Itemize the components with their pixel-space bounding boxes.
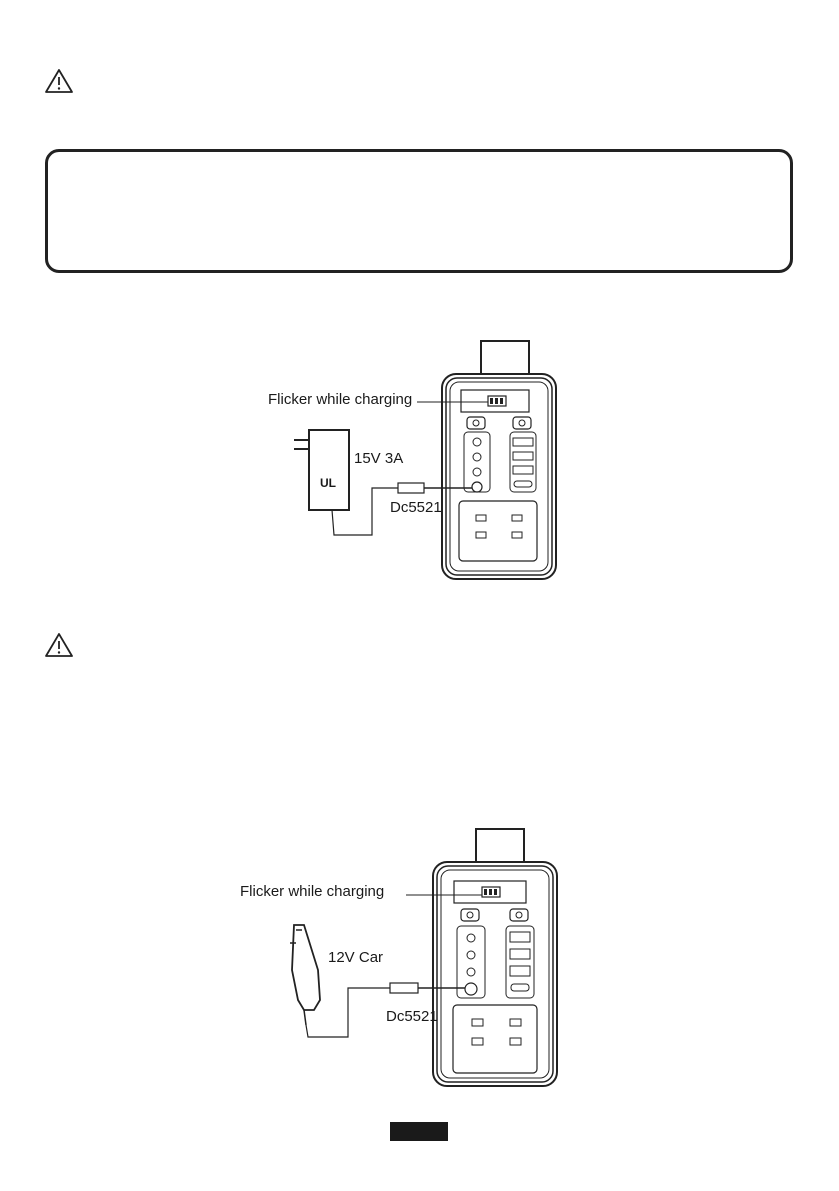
adapter-rating: 15V 3A [354, 450, 404, 467]
indicator-label: Flicker while charging [268, 391, 413, 408]
warning-triangle-icon [44, 632, 74, 658]
indicator-label: Flicker while charging [240, 883, 385, 900]
car-charging-figure [230, 825, 560, 1090]
connector-label: Dc5521 [390, 499, 442, 516]
notice-box [45, 149, 793, 273]
warning-triangle-icon [44, 68, 74, 94]
connector-label: Dc5521 [386, 1008, 438, 1025]
adapter-mark: UL [320, 476, 336, 490]
ac-charging-figure [260, 335, 570, 585]
charger-label: 12V Car [328, 949, 384, 966]
page-number-tab [390, 1122, 448, 1141]
